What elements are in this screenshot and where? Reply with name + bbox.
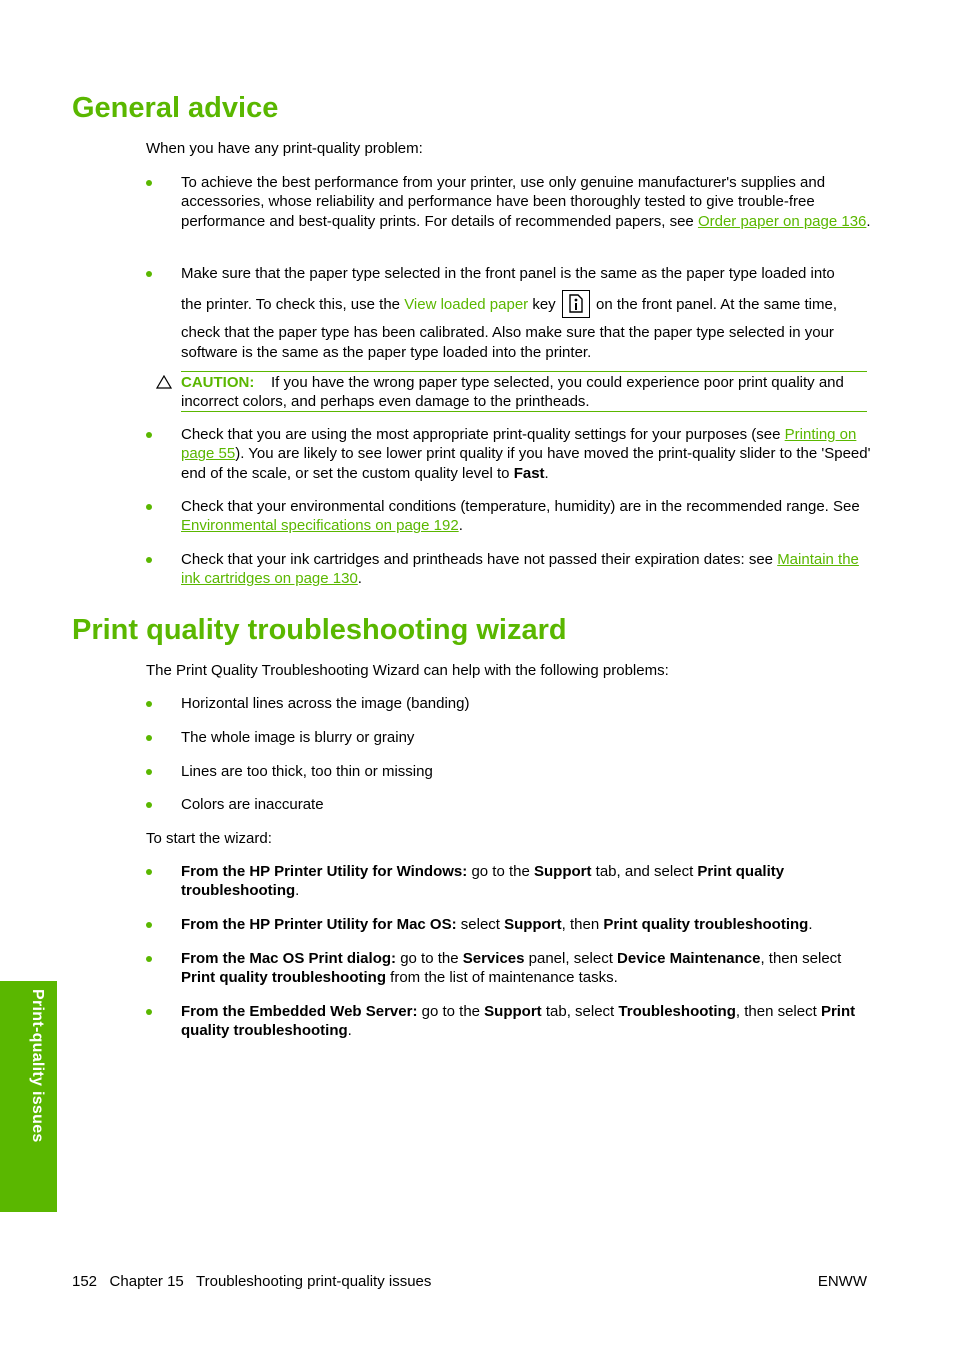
problem-item: Colors are inaccurate (181, 796, 324, 813)
caution-box (181, 371, 867, 412)
bullet-icon (146, 802, 152, 808)
wizard-intro: The Print Quality Troubleshooting Wizard can help with the following problems: (146, 662, 669, 679)
bullet-icon (146, 504, 152, 510)
side-tab-label: Print-quality issues (29, 989, 46, 1143)
info-key-icon (562, 290, 590, 318)
bullet-icon (146, 769, 152, 775)
bullet-icon (146, 735, 152, 741)
bullet-icon (146, 1009, 152, 1015)
link-environmental-specs[interactable]: Environmental specifications on page 192 (181, 517, 459, 535)
bullet-icon (146, 869, 152, 875)
side-tab[interactable] (0, 981, 57, 1212)
bullet-icon (146, 432, 152, 438)
wizard-step: From the HP Printer Utility for Windows: go to the Support tab, and select Print quality troubleshooting. (181, 863, 785, 900)
start-wizard-text: To start the wizard: (146, 830, 272, 847)
link-maintain-ink[interactable]: Maintain the ink cartridges on page 130 (181, 551, 859, 588)
footer-left (72, 1272, 431, 1291)
section-title-wizard: Print quality troubleshooting wizard (72, 614, 567, 646)
list-item: Check that your ink cartridges and printheads have not passed their expiration dates: see Maintain the ink cartridges on page 130. (181, 551, 859, 588)
warning-triangle-icon (156, 375, 172, 393)
bullet-icon (146, 271, 152, 277)
wizard-step: From the Mac OS Print dialog: go to the Services panel, select Device Maintenance, then select Print quality troubleshooting from the list of maintenance tasks. (181, 950, 842, 987)
link-view-loaded-paper[interactable]: View loaded paper (404, 296, 529, 314)
wizard-step: From the Embedded Web Server: go to the Support tab, select Troubleshooting, then select Print quality troubleshooting. (181, 1003, 856, 1040)
problem-item: Lines are too thick, too thin or missing (181, 763, 433, 780)
list-item: Check that you are using the most appropriate print-quality settings for your purposes (see Printing on page 55). You are likely to see lower print quality if you have moved the print-quality slider to the 'Speed' end of the scale, or set the custom quality level to Fast. (181, 426, 871, 482)
section-title-general-advice: General advice (72, 92, 279, 124)
bullet-icon (146, 701, 152, 707)
link-printing[interactable]: Printing on page 55 (181, 426, 857, 463)
problem-item: Horizontal lines across the image (banding) (181, 695, 470, 712)
list-item: Make sure that the paper type selected in the front panel is the same as the paper type loaded into the printer. To check this, use the View loaded paper key on the front panel. At the same time, check that the paper type has been calibrated. Also make sure that the paper type selected in your software is the same as the paper type loaded into the printer. (181, 265, 838, 361)
bullet-icon (146, 180, 152, 186)
caution-text: If you have the wrong paper type selected, you could experience poor print quality and incorrect colors, and perhaps even damage to the printheads. (181, 374, 844, 411)
problem-item: The whole image is blurry or grainy (181, 729, 415, 746)
footer-right: ENWW (817, 1273, 867, 1290)
bullet-icon (146, 922, 152, 928)
list-item: Check that your environmental conditions (temperature, humidity) are in the recommended range. See Environmental specifications on page 192. (181, 498, 860, 535)
list-item: To achieve the best performance from your printer, use only genuine manufacturer's supplies and accessories, whose reliability and performance have been thoroughly tested to give trouble-free performance and best-quality prints. For details of recommended papers, see Order paper on page 136. (181, 174, 871, 230)
caution-label: CAUTION: (181, 374, 255, 391)
bullet-icon (146, 956, 152, 962)
intro-text: When you have any print-quality problem: (146, 140, 423, 157)
chapter-label: Chapter 15 (109, 1273, 184, 1290)
wizard-step: From the HP Printer Utility for Mac OS: select Support, then Print quality troubleshooting. (181, 916, 813, 933)
chapter-title: Troubleshooting print-quality issues (196, 1273, 432, 1290)
bullet-icon (146, 557, 152, 563)
link-order-paper[interactable]: Order paper on page 136 (697, 212, 867, 230)
page-number: 152 (72, 1273, 98, 1290)
